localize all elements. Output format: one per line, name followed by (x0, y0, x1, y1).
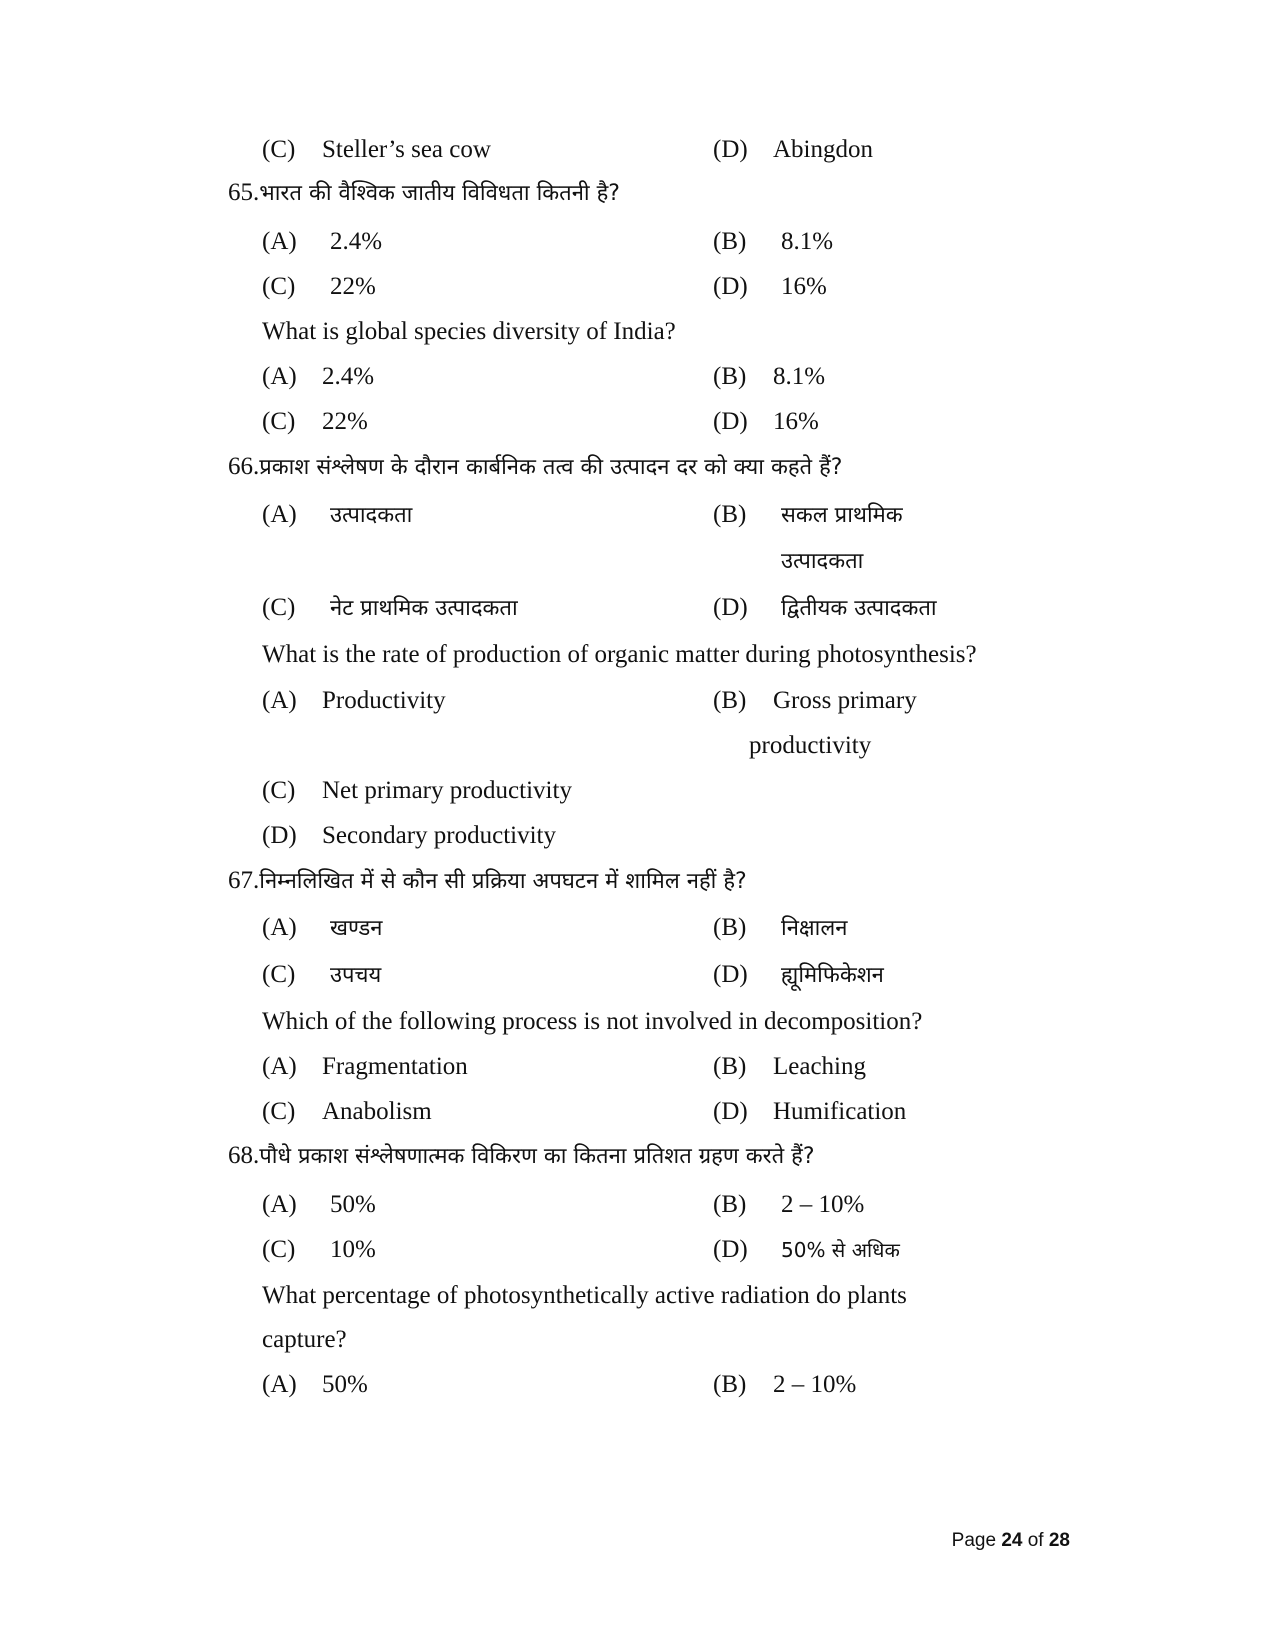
option-d: (D) द्वितीयक उत्पादकता (713, 594, 937, 621)
option-d: (D) Secondary productivity (262, 822, 556, 849)
option-b: (B) 8.1% (713, 228, 834, 255)
option-d: (D) 50% से अधिक (713, 1236, 900, 1263)
option-c: (C) उपचय (262, 961, 382, 988)
question-67-hindi: 67.निम्नलिखित में से कौन सी प्रक्रिया अपघटन में शामिल नहीं है? (228, 867, 747, 894)
option-c: (C) Anabolism (262, 1098, 432, 1125)
option-b: (B) 2 – 10% (713, 1191, 865, 1218)
option-b: (B) 2 – 10% (713, 1371, 857, 1398)
option-b: (B) Leaching (713, 1053, 867, 1080)
option-c: (C) 10% (262, 1236, 376, 1263)
question-68-english: What percentage of photosynthetically active radiation do plants (262, 1282, 907, 1309)
option-b: (B) निक्षालन (713, 914, 848, 941)
question-66-hindi: 66.प्रकाश संश्लेषण के दौरान कार्बनिक तत्व की उत्पादन दर को क्या कहते हैं? (228, 453, 843, 480)
question-66-english: What is the rate of production of organic matter during photosynthesis? (262, 641, 977, 668)
option-c: (C) 22% (262, 273, 376, 300)
page-number: Page 24 of 28 (951, 1530, 1070, 1551)
option-b-continuation: productivity (749, 732, 872, 759)
question-68-hindi: 68.पौधे प्रकाश संश्लेषणात्मक विकिरण का कितना प्रतिशत ग्रहण करते हैं? (228, 1142, 815, 1169)
option-c: (C) Steller’s sea cow (262, 136, 491, 163)
option-a: (A) Fragmentation (262, 1053, 468, 1080)
option-a: (A) उत्पादकता (262, 501, 413, 528)
option-b: (B) सकल प्राथमिक (713, 501, 903, 528)
option-a: (A) 2.4% (262, 363, 375, 390)
question-65-english: What is global species diversity of India? (262, 318, 676, 345)
option-a: (A) 50% (262, 1371, 368, 1398)
option-b: (B) Gross primary (713, 687, 917, 714)
option-a: (A) 2.4% (262, 228, 383, 255)
question-67-english: Which of the following process is not involved in decomposition? (262, 1008, 923, 1035)
option-a: (A) खण्डन (262, 914, 383, 941)
option-d: (D) 16% (713, 273, 827, 300)
option-a: (A) 50% (262, 1191, 376, 1218)
option-b: (B) 8.1% (713, 363, 826, 390)
question-68-english-continuation: capture? (262, 1326, 347, 1353)
option-a: (A) Productivity (262, 687, 446, 714)
option-d: (D) Abingdon (713, 136, 873, 163)
option-c: (C) 22% (262, 408, 368, 435)
question-65-hindi: 65.भारत की वैश्विक जातीय विविधता कितनी है? (228, 179, 620, 206)
option-c: (C) Net primary productivity (262, 777, 572, 804)
option-b-continuation: उत्पादकता (781, 549, 864, 574)
option-c: (C) नेट प्राथमिक उत्पादकता (262, 594, 518, 621)
option-d: (D) ह्यूमिफिकेशन (713, 961, 884, 988)
option-d: (D) 16% (713, 408, 819, 435)
option-d: (D) Humification (713, 1098, 907, 1125)
